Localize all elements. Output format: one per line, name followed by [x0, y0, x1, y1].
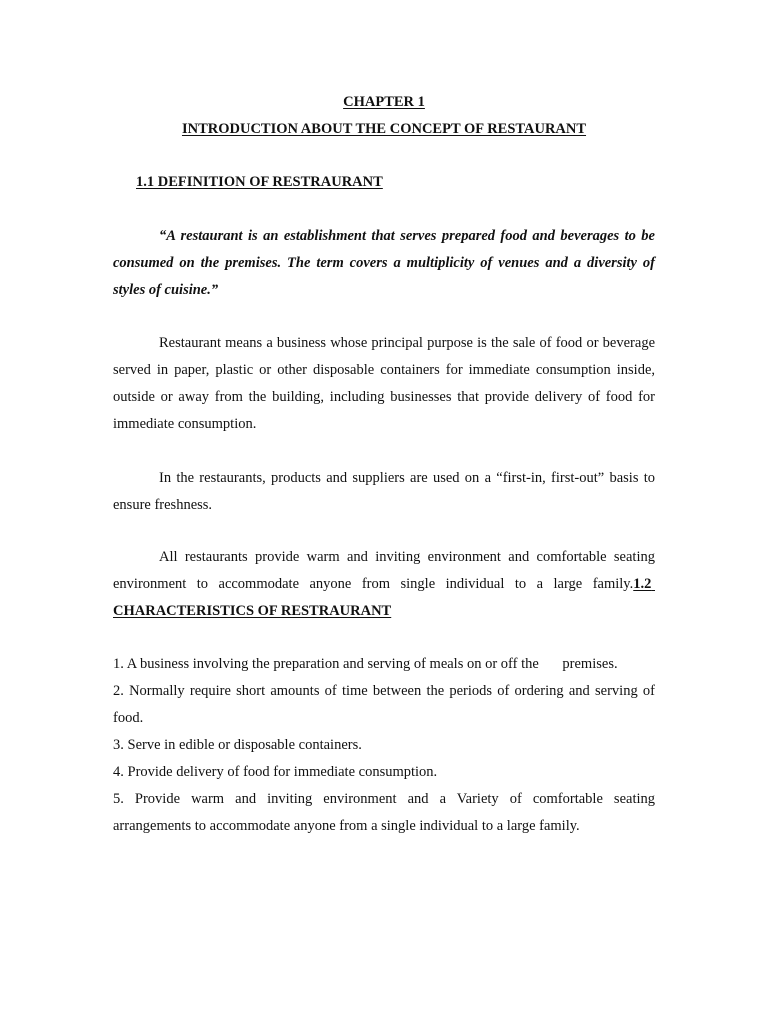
- list-item: 5. Provide warm and inviting environment and a Variety of comfortable seating arrangements to accommodate anyone from a single individual to a large family.: [113, 791, 655, 834]
- characteristics-list: [113, 651, 655, 840]
- section-heading-definition: [136, 169, 678, 196]
- chapter-title-text: CHAPTER 1: [343, 94, 425, 110]
- section-number-spacer: [651, 576, 655, 592]
- paragraph-environment: [113, 544, 655, 625]
- list-item: 2. Normally require short amounts of time between the periods of ordering and serving of food.: [113, 683, 655, 726]
- list-item-text: 1. A business involving the preparation and serving of meals on or off the: [113, 656, 539, 672]
- chapter-subtitle: [113, 116, 655, 143]
- list-item-text-end: premises.: [562, 656, 618, 672]
- section-number-characteristics: 1.2: [633, 576, 652, 592]
- chapter-title: [113, 89, 655, 116]
- definition-quote: “A restaurant is an establishment that serves prepared food and beverages to be consumed on the premises. The term covers a multiplicity of venues and a diversity of styles of cuisine.”: [113, 228, 655, 298]
- paragraph-fifo: In the restaurants, products and suppliers are used on a “first-in, first-out” basis to ensure freshness.: [113, 470, 655, 513]
- section-heading-characteristics: CHARACTERISTICS OF RESTRAURANT: [113, 603, 392, 619]
- chapter-subtitle-text: INTRODUCTION ABOUT THE CONCEPT OF RESTAURANT: [181, 121, 587, 137]
- paragraph-restaurant-meaning: Restaurant means a business whose principal purpose is the sale of food or beverage served in paper, plastic or other disposable containers for immediate consumption inside, outside or away from the building, including businesses that provide delivery of food for immediate consumption.: [113, 335, 655, 432]
- section-heading-definition-text: 1.1 DEFINITION OF RESTRAURANT: [136, 174, 383, 190]
- paragraph-environment-text: All restaurants provide warm and inviting environment and comfortable seating environment to accommodate anyone from single individual to a large family.: [113, 549, 655, 592]
- list-item: [113, 651, 655, 678]
- list-item: 4. Provide delivery of food for immediate consumption.: [113, 764, 438, 780]
- list-item: 3. Serve in edible or disposable containers.: [113, 737, 362, 753]
